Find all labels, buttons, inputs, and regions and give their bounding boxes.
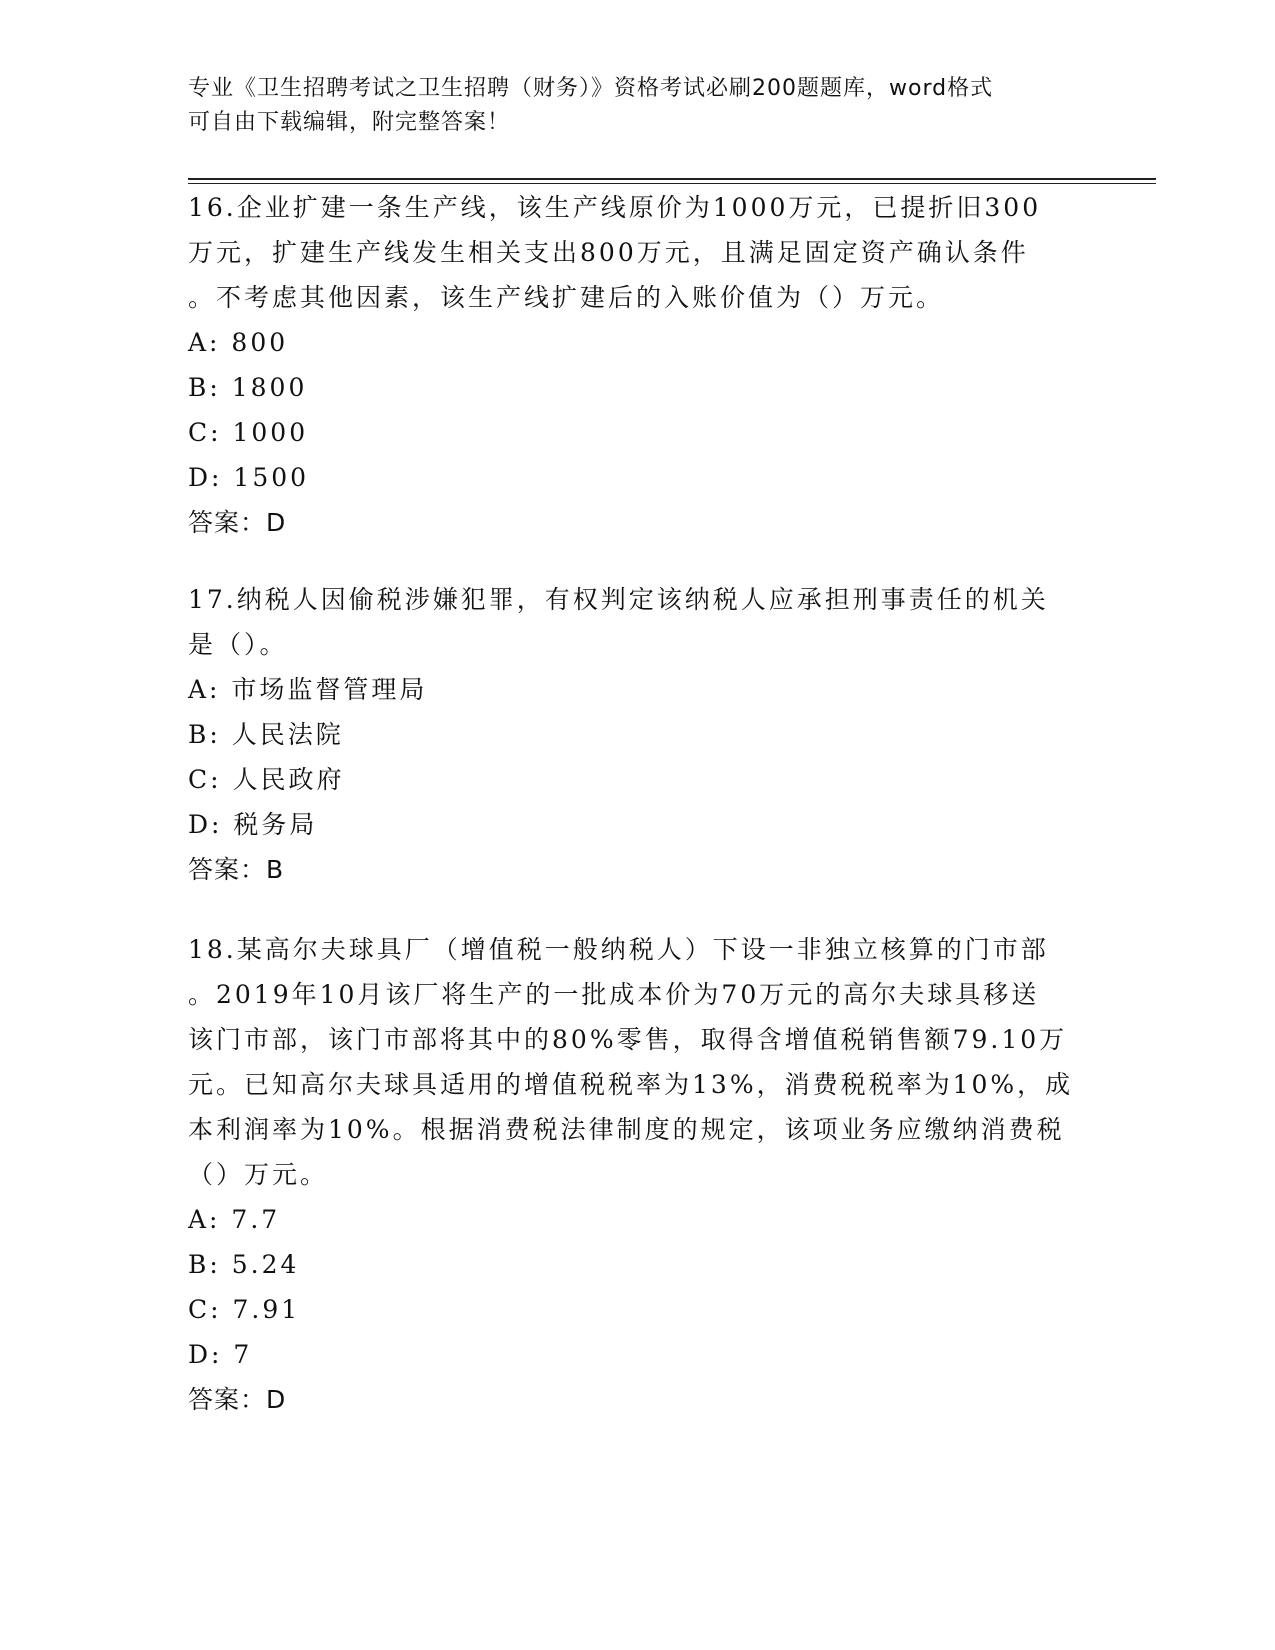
- option-a: A: 800: [188, 328, 289, 357]
- answer-line: 答案：D: [188, 1385, 287, 1414]
- document-header: [188, 72, 1068, 140]
- question-16: [188, 185, 1088, 545]
- answer-line: 答案：B: [188, 855, 285, 884]
- option-c: C: 1000: [188, 418, 309, 447]
- question-text-line: 该门市部，该门市部将其中的80%零售，取得含增值税销售额79.10万: [188, 1025, 1068, 1054]
- option-d: D: 税务局: [188, 810, 318, 839]
- option-a: A: 7.7: [188, 1205, 281, 1234]
- header-line-2: 可自由下载编辑，附完整答案！: [188, 110, 511, 135]
- option-b: B: 人民法院: [188, 720, 344, 749]
- option-b: B: 1800: [188, 373, 308, 402]
- answer-line: 答案：D: [188, 508, 287, 537]
- question-17: [188, 577, 1088, 892]
- header-divider-thick: [188, 178, 1156, 180]
- option-c: C: 7.91: [188, 1295, 301, 1324]
- question-text-line: 17.纳税人因偷税涉嫌犯罪，有权判定该纳税人应承担刑事责任的机关: [188, 585, 1049, 614]
- option-c: C: 人民政府: [188, 765, 345, 794]
- question-text-line: （）万元。: [188, 1160, 329, 1189]
- question-18: [188, 927, 1088, 1422]
- question-text-line: 本利润率为10%。根据消费税法律制度的规定，该项业务应缴纳消费税: [188, 1115, 1065, 1144]
- header-line-1: 专业《卫生招聘考试之卫生招聘（财务）》资格考试必刷200题题库，word格式: [188, 76, 994, 101]
- option-b: B: 5.24: [188, 1250, 300, 1279]
- question-text-line: 。2019年10月该厂将生产的一批成本价为70万元的高尔夫球具移送: [188, 980, 1040, 1009]
- question-text-line: 元。已知高尔夫球具适用的增值税税率为13%，消费税税率为10%，成: [188, 1070, 1074, 1099]
- question-text-line: 16.企业扩建一条生产线，该生产线原价为1000万元，已提折旧300: [188, 193, 1042, 222]
- question-text-line: 18.某高尔夫球具厂（增值税一般纳税人）下设一非独立核算的门市部: [188, 935, 1049, 964]
- option-d: D: 7: [188, 1340, 253, 1369]
- question-text-line: 是（）。: [188, 630, 288, 659]
- question-text-line: 万元，扩建生产线发生相关支出800万元，且满足固定资产确认条件: [188, 238, 1029, 267]
- header-divider-thin: [188, 183, 1156, 184]
- option-d: D: 1500: [188, 463, 310, 492]
- question-text-line: 。不考虑其他因素，该生产线扩建后的入账价值为（）万元。: [188, 283, 945, 312]
- option-a: A: 市场监督管理局: [188, 675, 428, 704]
